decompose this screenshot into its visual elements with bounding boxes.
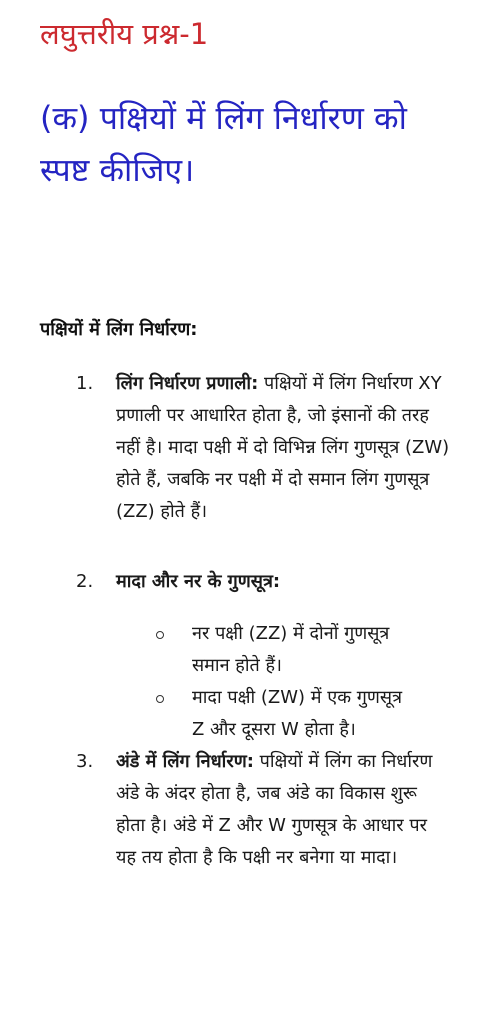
sub-list-item-text: नर पक्षी (ZZ) में दोनों गुणसूत्र समान होते हैं।: [192, 623, 390, 676]
hollow-bullet-icon: [156, 631, 164, 639]
question-heading: (क) पक्षियों में लिंग निर्धारण को स्पष्ट कीजिए।: [40, 99, 407, 189]
list-item-title: लिंग निर्धारण प्रणाली:: [116, 373, 259, 394]
list-item-text: पक्षियों में लिंग का निर्धारण अंडे के अंदर होता है, जब अंडे का विकास शुरू होता है। अंडे में Z और W गुणसूत्र के आधार पर यह तय होता है कि पक्षी नर बनेगा या मादा।: [116, 751, 433, 868]
page-title: लघुत्तरीय प्रश्न-1: [40, 17, 209, 51]
sub-list-item: [192, 618, 412, 682]
list-item: [76, 746, 450, 874]
list-item-title: अंडे में लिंग निर्धारण:: [116, 751, 254, 772]
list-item-text: पक्षियों में लिंग निर्धारण XY प्रणाली पर आधारित होता है, जो इंसानों की तरह नहीं है। मादा पक्षी में दो विभिन्न लिंग गुणसूत्र (ZW) होते हैं, जबकि नर पक्षी में दो समान लिंग गुणसूत्र (ZZ) होते हैं।: [116, 373, 450, 522]
list-item-number: 3.: [76, 751, 94, 772]
list-item-number: 1.: [76, 373, 94, 394]
list-item: [76, 368, 450, 528]
list-item-number: 2.: [76, 571, 94, 592]
numbered-list: [0, 368, 482, 874]
sub-list-item: [192, 682, 412, 746]
list-item-title: मादा और नर के गुणसूत्र:: [116, 571, 281, 592]
hollow-bullet-icon: [156, 695, 164, 703]
sub-list-item-text: मादा पक्षी (ZW) में एक गुणसूत्र Z और दूसरा W होता है।: [192, 687, 403, 740]
sub-list: [192, 618, 412, 746]
list-item: [76, 566, 450, 746]
section-heading: पक्षियों में लिंग निर्धारण:: [40, 319, 198, 340]
